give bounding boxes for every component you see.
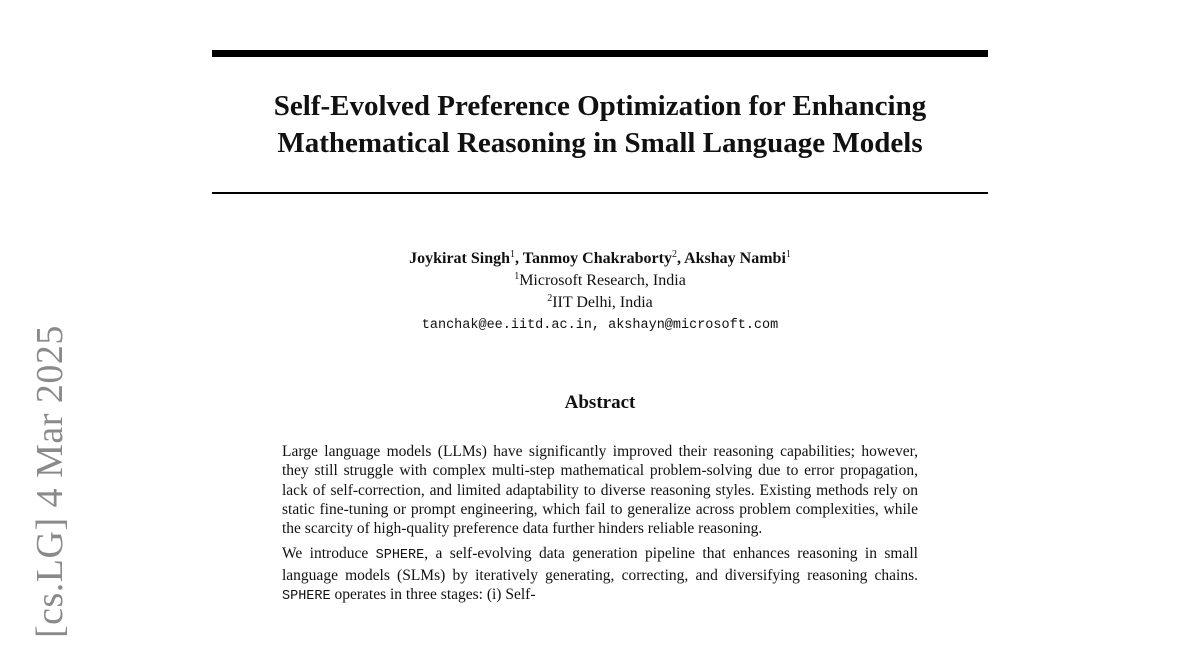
arxiv-stamp: [cs.LG] 4 Mar 2025 bbox=[29, 325, 71, 638]
system-name: SPHERE bbox=[375, 548, 425, 564]
title-bottom-rule bbox=[212, 192, 988, 194]
affiliation bbox=[212, 270, 988, 292]
affiliation-text: IIT Delhi, India bbox=[552, 294, 653, 311]
author-emails: tanchak@ee.iitd.ac.in, akshayn@microsoft.com bbox=[421, 318, 779, 333]
abstract-paragraph-2 bbox=[282, 544, 918, 606]
paper-title bbox=[212, 88, 988, 162]
affiliation-mark: 1 bbox=[514, 271, 520, 282]
title-line-1: Self-Evolved Preference Optimization for Enhancing bbox=[273, 90, 927, 122]
author-name: Akshay Nambi bbox=[684, 250, 786, 267]
author-affil-mark: 1 bbox=[785, 249, 791, 260]
abstract-paragraph-1: Large language models (LLMs) have significantly improved their reasoning capabilities; however, they still struggle with complex multi-step mathematical problem-solving due to error propagation, lack of self-correction, and limited adaptability to diverse reasoning styles. Existing methods rely on static fine-tuning or prompt engineering, which fail to generalize across problem complexities, while the scarcity of high-quality preference data further hinders reliable reasoning. bbox=[282, 443, 918, 538]
abstract-text: operates in three stages: (i) Self- bbox=[330, 586, 536, 604]
abstract-heading: Abstract bbox=[564, 392, 636, 413]
abstract-text: We introduce bbox=[282, 545, 376, 563]
author-affil-mark: 1 bbox=[510, 249, 516, 260]
abstract-text: , a self-evolving data generation pipeline that enhances reasoning in small language models (SLMs) by iteratively generating, correcting, and diversifying reasoning chains. bbox=[282, 545, 918, 584]
title-line-2: Mathematical Reasoning in Small Language Models bbox=[277, 127, 923, 159]
system-name: SPHERE bbox=[282, 589, 331, 605]
title-top-rule bbox=[212, 50, 988, 57]
author-name: Tanmoy Chakraborty bbox=[522, 250, 672, 267]
author-names: Joykirat Singh$^1$, Tanmoy Chakraborty$^2$, Akshay Nambi$^1$ bbox=[409, 249, 791, 267]
affiliation-mark: 2 bbox=[547, 293, 553, 304]
author-name: Joykirat Singh bbox=[409, 250, 511, 267]
affiliation-text: Microsoft Research, India bbox=[519, 272, 686, 289]
author-block bbox=[212, 248, 988, 337]
affiliation bbox=[212, 292, 988, 314]
author-affil-mark: 2 bbox=[671, 249, 677, 260]
abstract-body bbox=[282, 442, 918, 612]
